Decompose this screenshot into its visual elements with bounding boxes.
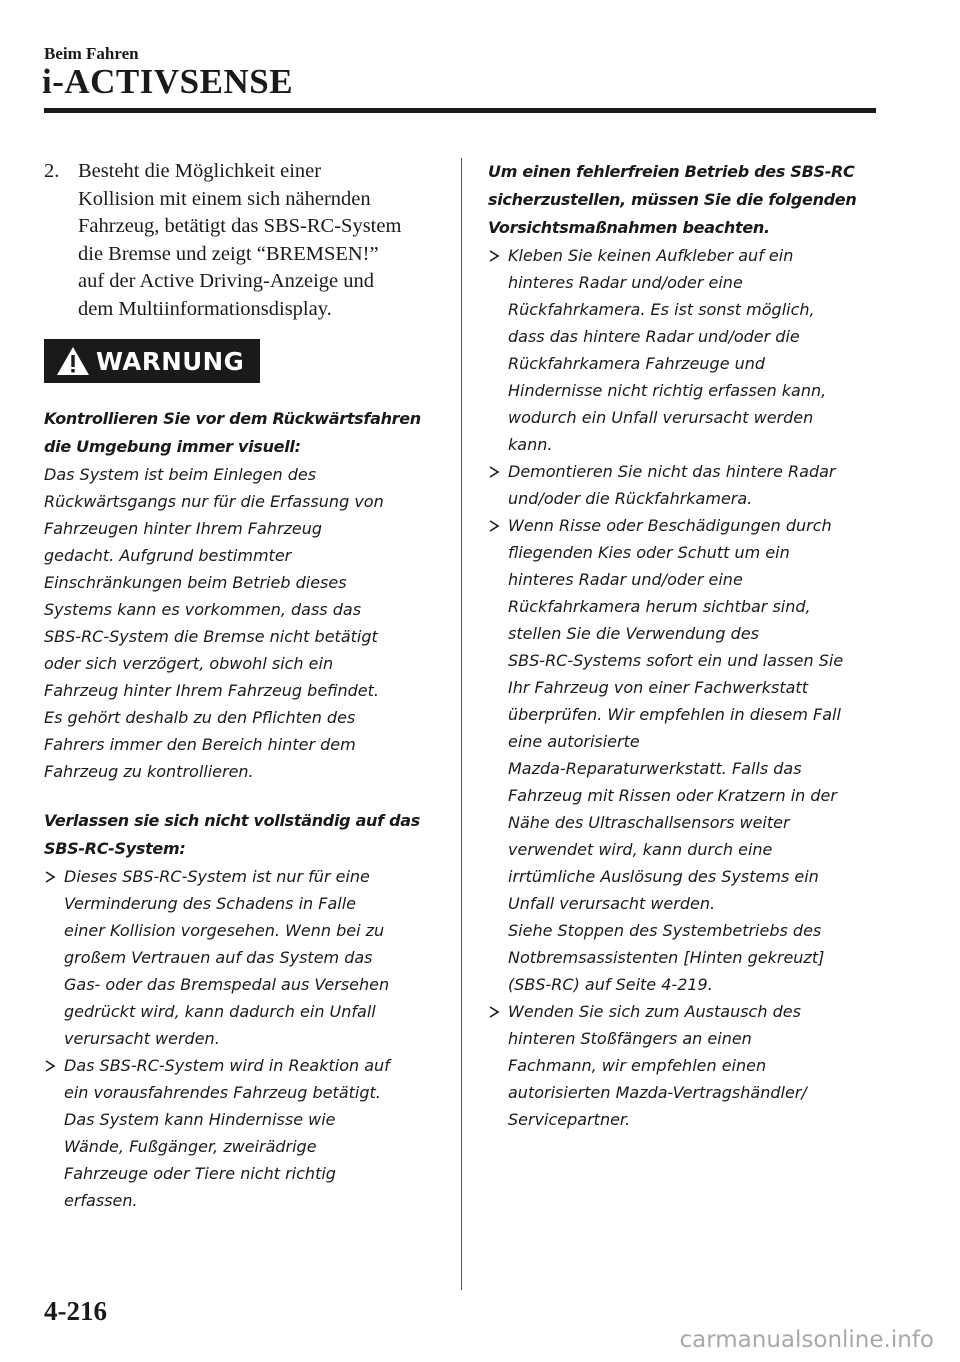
arrow-bullet-icon — [44, 871, 56, 883]
list-item — [488, 998, 888, 1133]
warning-label: WARNUNG — [96, 346, 245, 376]
watermark[interactable]: carmanualsonline.info — [679, 1327, 934, 1353]
bullet-text: Wenden Sie sich zum Austausch des hinteren Stoßfängers an einen Fachmann, wir empfehlen einen autorisierten Mazda-Vertragshändler/ Servicepartner. — [508, 1002, 807, 1129]
bullet-text: Das SBS-RC-System wird in Reaktion auf ein vorausfahrendes Fahrzeug betätigt. Das System kann Hindernisse wie Wände, Fußgänger, zweirädrige Fahrzeuge oder Tiere nicht richtig erfassen. — [64, 1056, 390, 1210]
section-label: Beim Fahren — [44, 44, 139, 63]
warning-body: Das System ist beim Einlegen des Rückwärtsgangs nur für die Erfassung von Fahrzeugen hinter Ihrem Fahrzeug gedacht. Aufgrund bestimmter Einschränkungen beim Betrieb dieses Systems kann es vorkommen, dass das SBS-RC-System die Bremse nicht betätigt oder sich verzögert, obwohl sich ein Fahrzeug hinter Ihrem Fahrzeug befindet. Es gehört deshalb zu den Pflichten des Fahrers immer den Bereich hinter dem Fahrzeug zu kontrollieren. — [44, 465, 384, 781]
list-item — [488, 458, 888, 512]
arrow-bullet-icon — [488, 250, 500, 262]
list-item — [488, 242, 888, 458]
left-column — [44, 158, 444, 1214]
bullet-text: Wenn Risse oder Beschädigungen durch fliegenden Kies oder Schutt um ein hinteres Radar und/oder eine Rückfahrkamera herum sichtbar sind, stellen Sie die Verwendung des SBS-RC-Systems sofort ein und lassen Sie Ihr Fahrzeug von einer Fachwerkstatt überprüfen. Wir empfehlen in diesem Fall eine autorisierte Mazda-Reparaturwerkstatt. Falls das Fahrzeug mit Rissen oder Kratzern in der Nähe des Ultraschallsensors weiter verwendet wird, kann durch eine irrtümliche Auslösung des Systems ein Unfall verursacht werden. Siehe Stoppen des Systembetriebs des Notbremsassistenten [Hinten gekreuzt] (SBS-RC) auf Seite 4-219. — [508, 516, 844, 994]
step-text: Besteht die Möglichkeit einer Kollision mit einem sich nähernden Fahrzeug, betätigt das SBS-RC-System die Bremse und zeigt “BREMSEN!” auf der Active Driving-Anzeige und dem Multiinformationsdisplay. — [78, 160, 402, 320]
warning-triangle-icon — [56, 346, 90, 376]
reliance-heading: Verlassen sie sich nicht vollständig auf das SBS-RC-System: — [44, 811, 420, 858]
chapter-title: i-ACTIVSENSE — [42, 62, 294, 101]
header-rule — [44, 108, 876, 113]
bullet-text: Kleben Sie keinen Aufkleber auf ein hinteres Radar und/oder eine Rückfahrkamera. Es ist sonst möglich, dass das hintere Radar und/oder die Rückfahrkamera Fahrzeuge und Hindernisse nicht richtig erfassen kann, wodurch ein Unfall verursacht werden kann. — [508, 246, 827, 454]
arrow-bullet-icon — [488, 1006, 500, 1018]
page-number: 4-216 — [44, 1296, 107, 1326]
step-2 — [44, 158, 444, 323]
arrow-bullet-icon — [488, 520, 500, 532]
step-number: 2. — [44, 160, 60, 182]
left-bullet-list — [44, 863, 444, 1214]
bullet-text: Demontieren Sie nicht das hintere Radar und/oder die Rückfahrkamera. — [508, 462, 836, 508]
bullet-text: Dieses SBS-RC-System ist nur für eine Verminderung des Schadens in Falle einer Kollision vorgesehen. Wenn bei zu großem Vertrauen auf das System das Gas- oder das Bremspedal aus Versehen gedrückt wird, kann dadurch ein Unfall verursacht werden. — [64, 867, 390, 1048]
column-divider — [461, 158, 462, 1290]
list-item — [488, 512, 888, 998]
warning-heading: Kontrollieren Sie vor dem Rückwärtsfahren die Umgebung immer visuell: — [44, 409, 421, 456]
list-item — [44, 1052, 444, 1214]
arrow-bullet-icon — [44, 1060, 56, 1072]
right-bullet-list — [488, 242, 888, 1133]
list-item — [44, 863, 444, 1052]
warning-badge — [44, 339, 260, 383]
right-column — [488, 158, 888, 1133]
precautions-heading: Um einen fehlerfreien Betrieb des SBS-RC sicherzustellen, müssen Sie die folgenden Vorsichtsmaßnahmen beachten. — [488, 162, 857, 237]
arrow-bullet-icon — [488, 466, 500, 478]
